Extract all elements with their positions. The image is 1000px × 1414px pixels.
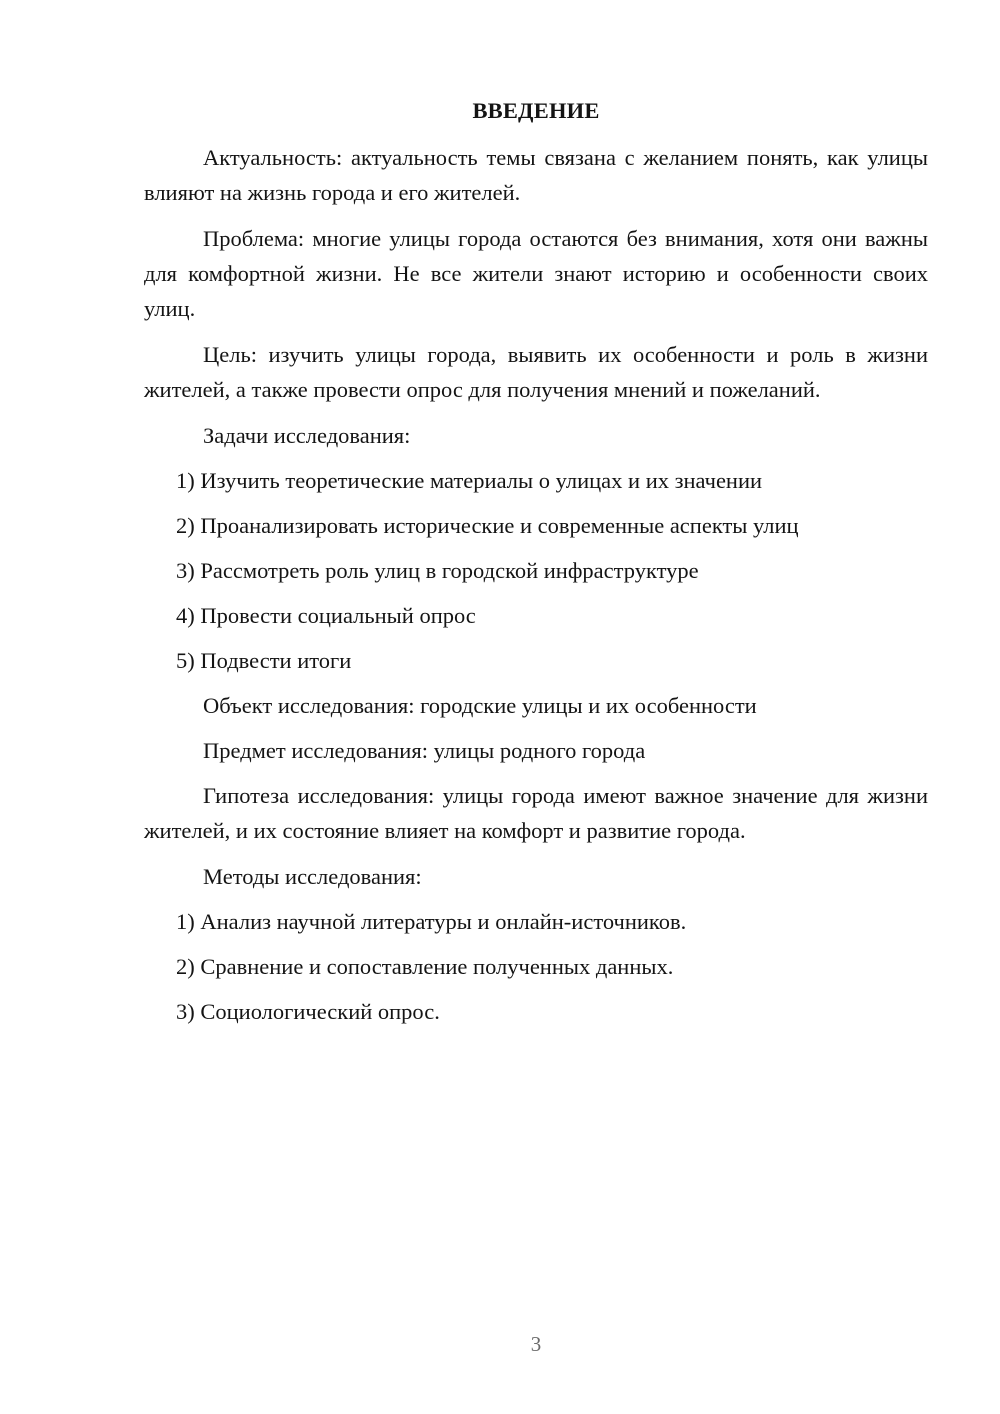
- list-item: 1) Изучить теоретические материалы о улицах и их значении: [176, 468, 763, 493]
- page-content: [144, 96, 928, 1039]
- list-item: 5) Подвести итоги: [176, 648, 352, 673]
- tasks-list: [144, 463, 928, 678]
- methods-list: [144, 904, 928, 1029]
- list-item: 1) Анализ научной литературы и онлайн-источников.: [176, 909, 687, 934]
- goal-paragraph: Цель: изучить улицы города, выявить их особенности и роль в жизни жителей, а также провести опрос для получения мнений и пожеланий.: [144, 342, 928, 402]
- list-item: 3) Рассмотреть роль улиц в городской инфраструктуре: [176, 558, 699, 583]
- list-item: 3) Социологический опрос.: [176, 999, 440, 1024]
- list-item: 2) Сравнение и сопоставление полученных данных.: [176, 954, 674, 979]
- list-item: 2) Проанализировать исторические и современные аспекты улиц: [176, 513, 799, 538]
- tasks-heading: Задачи исследования:: [203, 423, 411, 448]
- hypothesis-paragraph: Гипотеза исследования: улицы города имеют важное значение для жизни жителей, и их состояние влияет на комфорт и развитие города.: [144, 783, 928, 843]
- problem-paragraph: Проблема: многие улицы города остаются без внимания, хотя они важны для комфортной жизни. Не все жители знают историю и особенности своих улиц.: [144, 226, 928, 321]
- subject-paragraph: Предмет исследования: улицы родного города: [203, 738, 646, 763]
- methods-heading: Методы исследования:: [203, 864, 422, 889]
- list-item: 4) Провести социальный опрос: [176, 603, 476, 628]
- page-number: 3: [530, 1332, 542, 1356]
- page-title: ВВЕДЕНИЕ: [472, 98, 600, 123]
- relevance-paragraph: Актуальность: актуальность темы связана с желанием понять, как улицы влияют на жизнь города и его жителей.: [144, 145, 928, 205]
- object-paragraph: Объект исследования: городские улицы и их особенности: [203, 693, 757, 718]
